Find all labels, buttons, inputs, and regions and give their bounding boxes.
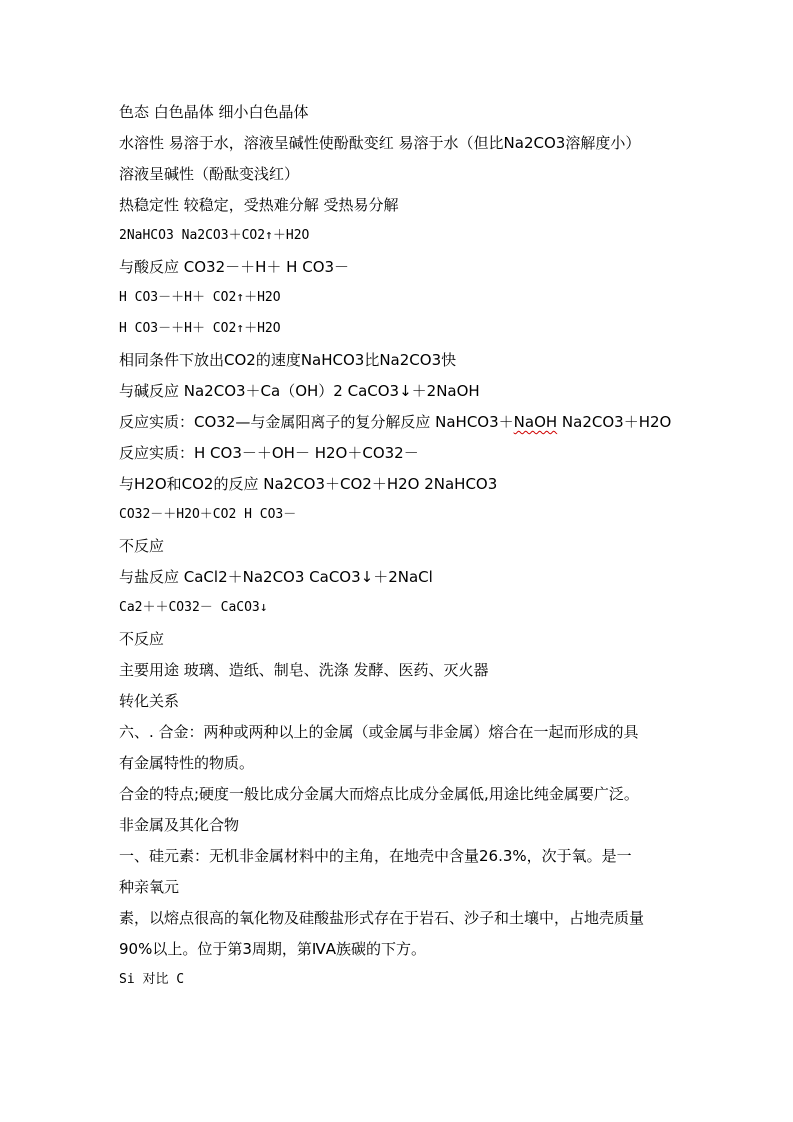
text-line xyxy=(119,98,681,129)
text-line xyxy=(119,811,681,842)
line-text: 2NaHCO3 Na2CO3＋CO2↑＋H2O xyxy=(119,228,310,243)
text-line xyxy=(119,408,681,439)
text-line xyxy=(119,160,681,191)
line-text: 反应实质：CO32—与金属阳离子的复分解反应 NaHCO3＋ xyxy=(119,413,514,431)
line-text: 转化关系 xyxy=(119,692,180,710)
line-text: 与H2O和CO2的反应 Na2CO3＋CO2＋H2O 2NaHCO3 xyxy=(119,475,498,493)
line-text: CO32－＋H2O＋CO2 H CO3－ xyxy=(119,507,297,522)
text-line xyxy=(119,470,681,501)
text-line xyxy=(119,563,681,594)
line-text: 水溶性 易溶于水，溶液呈碱性使酚酞变红 易溶于水（但比Na2CO3溶解度小） xyxy=(119,134,641,152)
line-text: 不反应 xyxy=(119,537,165,555)
line-text: 主要用途 玻璃、造纸、制皂、洗涤 发酵、医药、灭火器 xyxy=(119,661,489,679)
line-text: 有金属特性的物质。 xyxy=(119,754,255,772)
text-line xyxy=(119,904,681,935)
text-line xyxy=(119,780,681,811)
line-text: 种亲氧元 xyxy=(119,878,180,896)
line-text: Si 对比 C xyxy=(119,972,185,987)
text-line xyxy=(119,966,681,997)
text-line xyxy=(119,687,681,718)
line-text: 合金的特点;硬度一般比成分金属大而熔点比成分金属低,用途比纯金属要广泛。 xyxy=(119,785,639,803)
line-text: 与酸反应 CO32－＋H＋ H CO3－ xyxy=(119,258,350,276)
line-text: Na2CO3＋H2O xyxy=(557,413,672,431)
text-line xyxy=(119,532,681,563)
text-line xyxy=(119,439,681,470)
line-text: H CO3－＋H＋ CO2↑＋H2O xyxy=(119,290,281,305)
line-text: 非金属及其化合物 xyxy=(119,816,240,834)
text-line xyxy=(119,625,681,656)
spellcheck-marked-word: NaOH xyxy=(513,413,558,431)
text-line xyxy=(119,718,681,749)
text-line xyxy=(119,935,681,966)
line-text: 相同条件下放出CO2的速度NaHCO3比Na2CO3快 xyxy=(119,351,457,369)
text-line xyxy=(119,346,681,377)
text-line xyxy=(119,253,681,284)
text-line xyxy=(119,222,681,253)
line-text: 与盐反应 CaCl2＋Na2CO3 CaCO3↓＋2NaCl xyxy=(119,568,433,586)
text-line xyxy=(119,315,681,346)
text-line xyxy=(119,594,681,625)
line-text: 六、. 合金：两种或两种以上的金属（或金属与非金属）熔合在一起而形成的具 xyxy=(119,723,639,741)
text-line xyxy=(119,749,681,780)
line-text: 素，以熔点很高的氧化物及硅酸盐形式存在于岩石、沙子和土壤中，占地壳质量 xyxy=(119,909,645,927)
text-line xyxy=(119,873,681,904)
text-line xyxy=(119,191,681,222)
line-text: 与碱反应 Na2CO3＋Ca（OH）2 CaCO3↓＋2NaOH xyxy=(119,382,480,400)
line-text: 溶液呈碱性（酚酞变浅红） xyxy=(119,165,300,183)
text-line xyxy=(119,842,681,873)
line-text: 反应实质：H CO3－＋OH－ H2O＋CO32－ xyxy=(119,444,419,462)
text-line xyxy=(119,284,681,315)
line-text: 色态 白色晶体 细小白色晶体 xyxy=(119,103,309,121)
line-text: H CO3－＋H＋ CO2↑＋H2O xyxy=(119,321,281,336)
line-text: Ca2＋＋CO32－ CaCO3↓ xyxy=(119,600,268,615)
document-body xyxy=(119,98,681,997)
text-line xyxy=(119,501,681,532)
text-line xyxy=(119,377,681,408)
text-line xyxy=(119,129,681,160)
line-text: 热稳定性 较稳定，受热难分解 受热易分解 xyxy=(119,196,399,214)
text-line xyxy=(119,656,681,687)
line-text: 一、硅元素：无机非金属材料中的主角，在地壳中含量26.3%，次于氧。是一 xyxy=(119,847,632,865)
line-text: 不反应 xyxy=(119,630,165,648)
line-text: 90%以上。位于第3周期，第ⅣA族碳的下方。 xyxy=(119,940,426,958)
